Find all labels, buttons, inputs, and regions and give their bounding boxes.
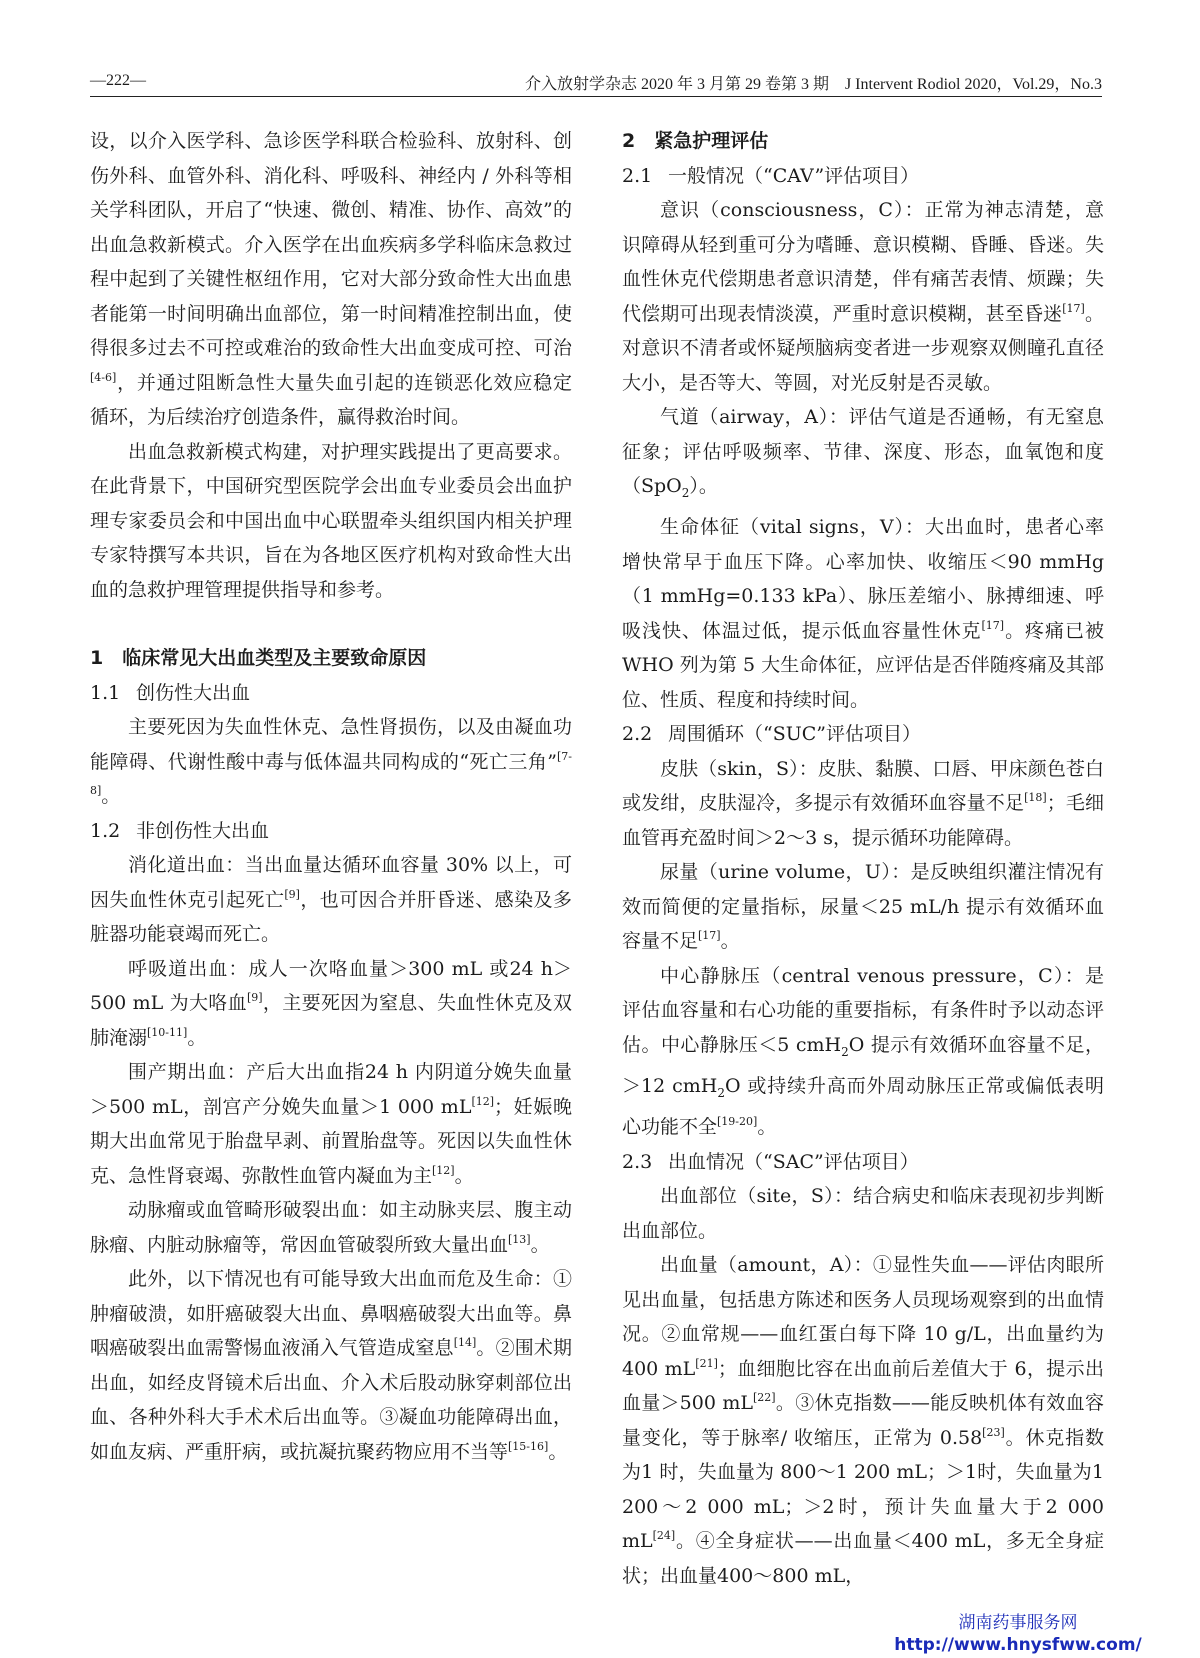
paragraph-central-venous-pressure: 中心静脉压（central venous pressure，C）：是评估血容量和右心功能的重要指标，有条件时予以动态评估。中心静脉压＜5 cmH$_2$O 提示有效循环血容量不足，＞12 cmH$_2$O 或持续升高而外周动脉压正常或偏低表明心功能不全[19-20]。: [622, 964, 1104, 1139]
journal-citation: 介入放射学杂志 2020 年 3 月第 29 卷第 3 期 J Intervent Rodiol 2020，Vol.29，No.3: [524, 76, 1102, 93]
running-header: [90, 68, 1102, 97]
paragraph-consensus-aim: 出血急救新模式构建，对护理实践提出了更高要求。在此背景下，中国研究型医院学会出血专业委员会出血护理专家委员会和中国出血中心联盟牵头组织国内相关护理专家特撰写本共识，旨在为各地区医疗机构对致命性大出血的急救护理管理提供指导和参考。: [90, 440, 572, 601]
paragraph-aneurysm-bleeding: 动脉瘤或血管畸形破裂出血：如主动脉夹层、腹主动脉瘤、内脏动脉瘤等，常因血管破裂所致大量出血[13]。: [90, 1199, 572, 1256]
citation-ref: [9]: [247, 991, 263, 1004]
subsection-heading-1-2: 1.2 非创伤性大出血: [90, 819, 270, 842]
citation-ref: [17]: [981, 618, 1005, 632]
citation-ref: [12]: [432, 1163, 455, 1177]
citation-ref: [10-11]: [147, 1025, 188, 1039]
subsection-heading-1-1: 1.1 创伤性大出血: [90, 681, 251, 704]
citation-ref: [19-20]: [717, 1115, 758, 1129]
watermark-site-name: 湖南药事服务网: [958, 1613, 1078, 1633]
citation-ref: [17]: [698, 929, 721, 943]
watermark-site-url[interactable]: http://www.hnysfww.com/: [894, 1635, 1142, 1655]
left-column: [90, 124, 572, 1469]
page-number: —222—: [90, 72, 146, 89]
citation-ref: [13]: [508, 1232, 531, 1246]
section-heading-2: 2 紧急护理评估: [622, 130, 769, 152]
paragraph-traumatic: 主要死因为失血性休克、急性肾损伤，以及由凝血功能障碍、代谢性酸中毒与低体温共同构成的“死亡三角”[7-8]。: [90, 716, 572, 807]
citation-ref: [23]: [982, 1425, 1005, 1439]
citation-ref: [15-16]: [508, 1439, 549, 1453]
paragraph-skin: 皮肤（skin，S）：皮肤、黏膜、口唇、甲床颜色苍白或发绀，皮肤湿冷，多提示有效循环血容量不足[18]；毛细血管再充盈时间＞2～3 s，提示循环功能障碍。: [622, 757, 1104, 849]
paragraph-respiratory-bleeding: 呼吸道出血：成人一次咯血量＞300 mL 或24 h＞500 mL 为大咯血[9]，主要死因为窒息、失血性休克及双肺淹溺[10-11]。: [90, 957, 572, 1049]
citation-ref: [9]: [284, 887, 300, 901]
subsection-heading-2-2: 2.2 周围循环（“SUC”评估项目）: [622, 723, 921, 746]
citation-ref: [4-6]: [90, 370, 117, 384]
citation-ref: [22]: [752, 1391, 776, 1405]
paragraph-perinatal-bleeding: 围产期出血：产后大出血指24 h 内阴道分娩失血量＞500 mL，剖宫产分娩失血量＞1 000 mL[12]；妊娠晚期大出血常见于胎盘早剥、前置胎盘等。死因以失血性休克、急性肾衰竭、弥散性血管内凝血为主[12]。: [90, 1061, 572, 1187]
paragraph-bleeding-site: 出血部位（site，S）：结合病史和临床表现初步判断出血部位。: [622, 1185, 1104, 1242]
paragraph-urine-volume: 尿量（urine volume，U）：是反映组织灌注情况有效而简便的定量指标，尿量＜25 mL/h 提示有效循环血容量不足[17]。: [622, 861, 1104, 953]
paragraph-gi-bleeding: 消化道出血：当出血量达循环血容量 30% 以上，可因失血性休克引起死亡[9]，也可因合并肝昏迷、感染及多脏器功能衰竭而死亡。: [90, 854, 572, 945]
paragraph-other-causes: 此外，以下情况也有可能导致大出血而危及生命：①肿瘤破溃，如肝癌破裂大出血、鼻咽癌破裂大出血等。鼻咽癌破裂出血需警惕血液涌入气管造成窒息[14]。②围术期出血，如经皮肾镜术后出血、介入术后股动脉穿刺部位出血、各种外科大手术术后出血等。③凝血功能障碍出血，如血友病、严重肝病，或抗凝抗聚药物应用不当等[15-16]。: [90, 1268, 572, 1463]
section-heading-1: 1 临床常见大出血类型及主要致命原因: [90, 647, 427, 669]
paragraph-vital-signs: 生命体征（vital signs，V）：大出血时，患者心率增快常早于血压下降。心率加快、收缩压＜90 mmHg（1 mmHg=0.133 kPa）、脉压差缩小、脉搏细速、呼吸浅快、体温过低，提示低血容量性休克[17]。疼痛已被 WHO 列为第 5 大生命体征，应评估是否伴随疼痛及其部位、性质、程度和持续时间。: [622, 516, 1104, 711]
paragraph-airway: 气道（airway，A）：评估气道是否通畅，有无窒息征象；评估呼吸频率、节律、深度、形态，血氧饱和度（SpO$_2$）。: [622, 406, 1104, 500]
right-column: [622, 124, 1104, 1593]
watermark-link[interactable]: [868, 1612, 1168, 1656]
paragraph-intro-continued: 设，以介入医学科、急诊医学科联合检验科、放射科、创伤外科、血管外科、消化科、呼吸科、神经内 / 外科等相关学科团队，开启了“快速、微创、精准、协作、高效”的出血急救新模式。介入医学在出血疾病多学科临床急救过程中起到了关键性枢纽作用，它对大部分致命性大出血患者能第一时间明确出血部位，第一时间精准控制出血，使得很多过去不可控或难治的致命性大出血变成可控、可治[4-6]，并通过阻断急性大量失血引起的连锁恶化效应稳定循环，为后续治疗创造条件，赢得救治时间。: [90, 130, 572, 428]
subsection-heading-2-3: 2.3 出血情况（“SAC”评估项目）: [622, 1150, 919, 1173]
citation-ref: [18]: [1024, 791, 1047, 805]
citation-ref: [14]: [453, 1336, 477, 1349]
paragraph-bleeding-amount: 出血量（amount，A）：①显性失血——评估肉眼所见出血量，包括患方陈述和医务人员现场观察到的出血情况。②血常规——血红蛋白每下降 10 g/L，出血量约为400 mL[21]；血细胞比容在出血前后差值大于 6，提示出血量＞500 mL[22]。③休克指数——能反映机体有效血容量变化，等于脉率/ 收缩压，正常为 0.58[23]。休克指数为1 时，失血量为 800～1 200 mL；＞1时，失血量为1 200～2 000 mL；＞2时，预计失血量大于2 000 mL[24]。④全身症状——出血量＜400 mL，多无全身症状；出血量400～800 mL，: [622, 1254, 1104, 1587]
citation-ref: [12]: [471, 1094, 495, 1108]
citation-ref: [7-8]: [90, 749, 572, 797]
citation-ref: [17]: [1062, 301, 1085, 315]
citation-ref: [21]: [695, 1356, 718, 1370]
paragraph-consciousness: 意识（consciousness，C）：正常为神志清楚，意识障碍从轻到重可分为嗜睡、意识模糊、昏睡、昏迷。失血性休克代偿期患者意识清楚，伴有痛苦表情、烦躁；失代偿期可出现表情淡漠，严重时意识模糊，甚至昏迷[17]。对意识不清者或怀疑颅脑病变者进一步观察双侧瞳孔直径大小，是否等大、等圆，对光反射是否灵敏。: [622, 199, 1104, 394]
subsection-heading-2-1: 2.1 一般情况（“CAV”评估项目）: [622, 164, 920, 187]
citation-ref: [24]: [652, 1529, 676, 1543]
